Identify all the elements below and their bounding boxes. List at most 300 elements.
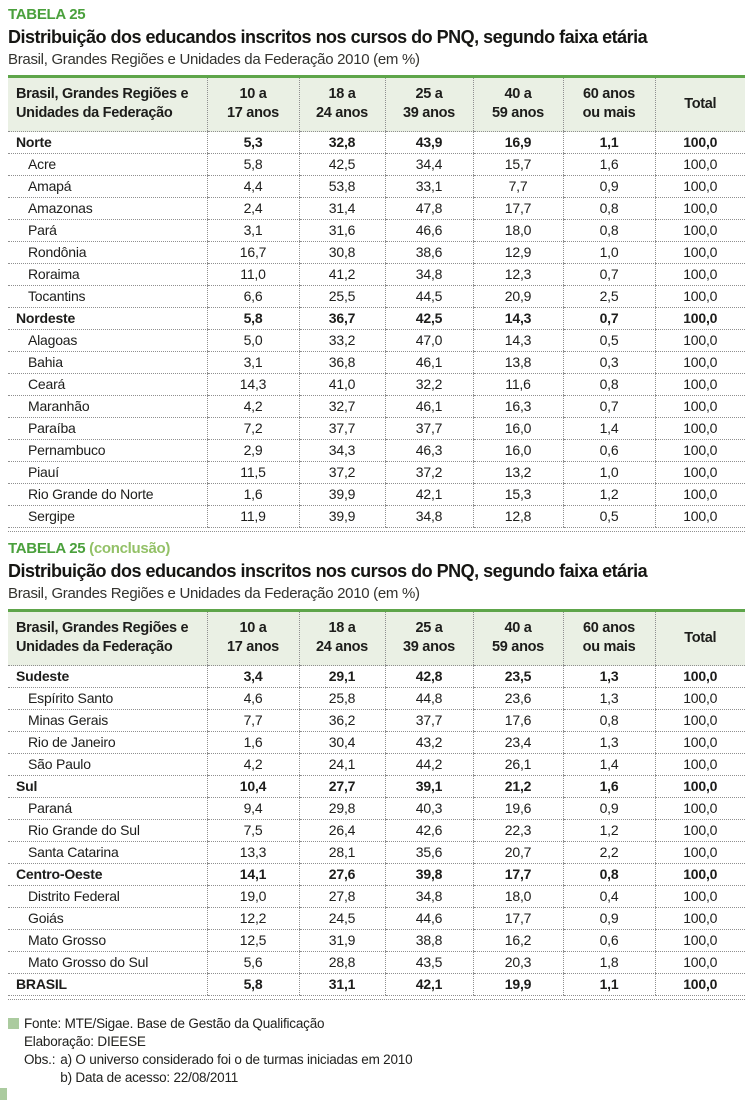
cell-value: 0,7 [563,264,655,286]
cell-value: 0,9 [563,798,655,820]
cell-value: 0,5 [563,506,655,528]
row-label: Distrito Federal [8,886,207,908]
cell-value: 0,6 [563,930,655,952]
table-row [8,286,745,308]
row-label: Rio Grande do Sul [8,820,207,842]
obs-row [8,1051,745,1087]
cell-value: 100,0 [655,440,745,462]
cell-value: 44,8 [385,688,473,710]
cell-value: 0,4 [563,886,655,908]
cell-value: 5,6 [207,952,299,974]
table-row [8,974,745,996]
table-row [8,176,745,198]
cell-value: 100,0 [655,264,745,286]
table-row [8,666,745,688]
cell-value: 0,6 [563,440,655,462]
row-label: Sergipe [8,506,207,528]
cell-value: 39,9 [299,484,385,506]
cell-value: 40,3 [385,798,473,820]
row-label: Pará [8,220,207,242]
row-label: Paraná [8,798,207,820]
column-header: 25 a 39 anos [385,611,473,666]
row-label: BRASIL [8,974,207,996]
cell-value: 12,3 [473,264,563,286]
row-label: Ceará [8,374,207,396]
page-corner-mark [0,1088,7,1100]
cell-value: 24,1 [299,754,385,776]
table-subtitle: Brasil, Grandes Regiões e Unidades da Federação 2010 (em %) [8,585,420,602]
cell-value: 0,9 [563,176,655,198]
cell-value: 42,5 [385,308,473,330]
table-row [8,198,745,220]
row-label: Goiás [8,908,207,930]
cell-value: 100,0 [655,484,745,506]
row-label: Norte [8,132,207,154]
cell-value: 43,9 [385,132,473,154]
cell-value: 41,0 [299,374,385,396]
table-row [8,220,745,242]
cell-value: 1,2 [563,820,655,842]
cell-value: 42,6 [385,820,473,842]
cell-value: 100,0 [655,330,745,352]
row-label-header [8,611,207,666]
cell-value: 32,8 [299,132,385,154]
data-table [8,609,745,996]
column-header: 60 anos ou mais [563,77,655,132]
row-label: Maranhão [8,396,207,418]
header-row [8,611,745,666]
row-label: Roraima [8,264,207,286]
cell-value: 47,0 [385,330,473,352]
cell-value: 23,6 [473,688,563,710]
cell-value: 5,3 [207,132,299,154]
section-gap [8,532,745,540]
cell-value: 1,1 [563,974,655,996]
cell-value: 34,8 [385,886,473,908]
cell-value: 22,3 [473,820,563,842]
row-label: Paraíba [8,418,207,440]
table-tag [8,6,745,24]
cell-value: 37,7 [385,710,473,732]
table-row [8,330,745,352]
cell-value: 46,3 [385,440,473,462]
row-label: Rio Grande do Norte [8,484,207,506]
cell-value: 13,8 [473,352,563,374]
cell-value: 0,8 [563,374,655,396]
cell-value: 100,0 [655,842,745,864]
table-subtitle: Brasil, Grandes Regiões e Unidades da Federação 2010 (em %) [8,51,420,68]
cell-value: 35,6 [385,842,473,864]
row-label-header-line1: Brasil, Grandes Regiões e [16,86,189,102]
cell-value: 46,1 [385,352,473,374]
cell-value: 23,4 [473,732,563,754]
cell-value: 1,6 [207,484,299,506]
cell-value: 14,3 [207,374,299,396]
cell-value: 1,8 [563,952,655,974]
cell-value: 47,8 [385,198,473,220]
cell-value: 11,6 [473,374,563,396]
column-header: Total [655,611,745,666]
source-line [8,1015,745,1033]
table-tag-note: (conclusão) [85,540,171,557]
cell-value: 34,3 [299,440,385,462]
cell-value: 10,4 [207,776,299,798]
row-label: Rio de Janeiro [8,732,207,754]
column-header: 18 a 24 anos [299,77,385,132]
table-row [8,352,745,374]
cell-value: 37,7 [385,418,473,440]
cell-value: 46,6 [385,220,473,242]
row-label: São Paulo [8,754,207,776]
table-row [8,418,745,440]
cell-value: 41,2 [299,264,385,286]
cell-value: 18,0 [473,886,563,908]
cell-value: 5,8 [207,974,299,996]
row-label: Minas Gerais [8,710,207,732]
cell-value: 100,0 [655,242,745,264]
cell-value: 100,0 [655,666,745,688]
row-label: Mato Grosso [8,930,207,952]
cell-value: 29,8 [299,798,385,820]
row-label: Espírito Santo [8,688,207,710]
cell-value: 1,3 [563,732,655,754]
cell-value: 5,0 [207,330,299,352]
table-body [8,666,745,996]
cell-value: 20,9 [473,286,563,308]
cell-value: 17,7 [473,864,563,886]
cell-value: 1,3 [563,666,655,688]
cell-value: 39,1 [385,776,473,798]
cell-value: 12,5 [207,930,299,952]
cell-value: 15,7 [473,154,563,176]
cell-value: 100,0 [655,154,745,176]
table-row [8,754,745,776]
cell-value: 37,7 [299,418,385,440]
cell-value: 1,4 [563,754,655,776]
table-row [8,776,745,798]
cell-value: 26,4 [299,820,385,842]
cell-value: 19,9 [473,974,563,996]
row-label: Piauí [8,462,207,484]
table-row [8,732,745,754]
table-section-1 [8,6,745,532]
table-row [8,374,745,396]
cell-value: 44,2 [385,754,473,776]
cell-value: 0,8 [563,198,655,220]
cell-value: 36,8 [299,352,385,374]
cell-value: 26,1 [473,754,563,776]
row-label-header-line2: Unidades da Federação [16,639,173,655]
cell-value: 100,0 [655,776,745,798]
footer-notes [8,1015,745,1087]
cell-value: 42,8 [385,666,473,688]
cell-value: 100,0 [655,754,745,776]
row-label: Alagoas [8,330,207,352]
cell-value: 30,8 [299,242,385,264]
cell-value: 2,2 [563,842,655,864]
cell-value: 34,4 [385,154,473,176]
cell-value: 0,7 [563,396,655,418]
cell-value: 11,9 [207,506,299,528]
row-label: Centro-Oeste [8,864,207,886]
cell-value: 17,6 [473,710,563,732]
row-label: Pernambuco [8,440,207,462]
row-label: Amapá [8,176,207,198]
cell-value: 12,8 [473,506,563,528]
row-label-header [8,77,207,132]
cell-value: 11,5 [207,462,299,484]
cell-value: 27,7 [299,776,385,798]
cell-value: 100,0 [655,132,745,154]
cell-value: 2,9 [207,440,299,462]
cell-value: 100,0 [655,952,745,974]
table-row [8,506,745,528]
cell-value: 100,0 [655,864,745,886]
cell-value: 1,4 [563,418,655,440]
cell-value: 4,2 [207,754,299,776]
column-header: 40 a 59 anos [473,77,563,132]
cell-value: 1,0 [563,462,655,484]
cell-value: 3,1 [207,352,299,374]
column-header: 25 a 39 anos [385,77,473,132]
cell-value: 7,7 [473,176,563,198]
cell-value: 38,8 [385,930,473,952]
cell-value: 100,0 [655,710,745,732]
column-header: 10 a 17 anos [207,611,299,666]
row-label: Bahia [8,352,207,374]
cell-value: 39,8 [385,864,473,886]
cell-value: 29,1 [299,666,385,688]
header-row [8,77,745,132]
cell-value: 30,4 [299,732,385,754]
cell-value: 32,7 [299,396,385,418]
cell-value: 43,5 [385,952,473,974]
cell-value: 11,0 [207,264,299,286]
row-label-header-line1: Brasil, Grandes Regiões e [16,620,189,636]
cell-value: 1,3 [563,688,655,710]
cell-value: 34,8 [385,264,473,286]
cell-value: 16,0 [473,418,563,440]
row-label: Rondônia [8,242,207,264]
cell-value: 7,5 [207,820,299,842]
row-label: Nordeste [8,308,207,330]
cell-value: 20,3 [473,952,563,974]
table-section-2 [8,540,745,1000]
cell-value: 15,3 [473,484,563,506]
obs-item-a: a) O universo considerado foi o de turmas iniciadas em 2010 [60,1052,413,1067]
cell-value: 4,2 [207,396,299,418]
cell-value: 0,8 [563,864,655,886]
elaboration-text: Elaboração: DIEESE [24,1034,146,1049]
cell-value: 14,1 [207,864,299,886]
cell-value: 100,0 [655,974,745,996]
table-row [8,264,745,286]
cell-value: 34,8 [385,506,473,528]
cell-value: 37,2 [385,462,473,484]
cell-value: 19,0 [207,886,299,908]
table-row [8,242,745,264]
cell-value: 2,4 [207,198,299,220]
cell-value: 13,3 [207,842,299,864]
table-row [8,820,745,842]
cell-value: 2,5 [563,286,655,308]
cell-value: 25,8 [299,688,385,710]
cell-value: 38,6 [385,242,473,264]
cell-value: 14,3 [473,308,563,330]
cell-value: 23,5 [473,666,563,688]
table-row [8,132,745,154]
cell-value: 100,0 [655,396,745,418]
cell-value: 39,9 [299,506,385,528]
cell-value: 31,1 [299,974,385,996]
column-header: 10 a 17 anos [207,77,299,132]
cell-value: 5,8 [207,308,299,330]
table-tag-label: TABELA 25 [8,540,86,557]
cell-value: 53,8 [299,176,385,198]
cell-value: 33,1 [385,176,473,198]
data-table [8,75,745,528]
source-square-icon [8,1018,19,1029]
cell-value: 100,0 [655,798,745,820]
cell-value: 1,6 [207,732,299,754]
cell-value: 16,2 [473,930,563,952]
column-header: 60 anos ou mais [563,611,655,666]
title-block [8,6,745,69]
cell-value: 17,7 [473,908,563,930]
table-row [8,484,745,506]
table-row [8,886,745,908]
cell-value: 36,7 [299,308,385,330]
cell-value: 100,0 [655,732,745,754]
cell-value: 36,2 [299,710,385,732]
cell-value: 31,6 [299,220,385,242]
table-row [8,462,745,484]
cell-value: 3,4 [207,666,299,688]
cell-value: 100,0 [655,418,745,440]
table-wrap [8,75,745,532]
table-row [8,710,745,732]
obs-items [60,1051,412,1087]
row-label: Amazonas [8,198,207,220]
cell-value: 3,1 [207,220,299,242]
title-block [8,540,745,603]
cell-value: 27,8 [299,886,385,908]
cell-value: 100,0 [655,908,745,930]
cell-value: 16,9 [473,132,563,154]
cell-value: 20,7 [473,842,563,864]
cell-value: 16,7 [207,242,299,264]
cell-value: 1,6 [563,776,655,798]
table-row [8,396,745,418]
table-row [8,688,745,710]
row-label-header-line2: Unidades da Federação [16,105,173,121]
cell-value: 44,6 [385,908,473,930]
cell-value: 100,0 [655,820,745,842]
row-label: Sudeste [8,666,207,688]
cell-value: 9,4 [207,798,299,820]
cell-value: 31,9 [299,930,385,952]
cell-value: 0,3 [563,352,655,374]
cell-value: 1,6 [563,154,655,176]
table-row [8,952,745,974]
table-row [8,864,745,886]
row-label: Acre [8,154,207,176]
row-label: Sul [8,776,207,798]
table-title: Distribuição dos educandos inscritos nos cursos do PNQ, segundo faixa etária [8,27,648,47]
cell-value: 37,2 [299,462,385,484]
table-row [8,440,745,462]
source-text: Fonte: MTE/Sigae. Base de Gestão da Qualificação [24,1016,325,1031]
cell-value: 25,5 [299,286,385,308]
cell-value: 6,6 [207,286,299,308]
cell-value: 0,5 [563,330,655,352]
cell-value: 100,0 [655,506,745,528]
cell-value: 0,8 [563,220,655,242]
cell-value: 42,1 [385,484,473,506]
column-header: 40 a 59 anos [473,611,563,666]
row-label: Mato Grosso do Sul [8,952,207,974]
table-title: Distribuição dos educandos inscritos nos cursos do PNQ, segundo faixa etária [8,561,648,581]
cell-value: 28,1 [299,842,385,864]
cell-value: 24,5 [299,908,385,930]
cell-value: 100,0 [655,886,745,908]
cell-value: 31,4 [299,198,385,220]
table-row [8,798,745,820]
obs-item-b: b) Data de acesso: 22/08/2011 [60,1070,239,1085]
cell-value: 0,8 [563,710,655,732]
cell-value: 12,9 [473,242,563,264]
cell-value: 32,2 [385,374,473,396]
cell-value: 46,1 [385,396,473,418]
cell-value: 44,5 [385,286,473,308]
cell-value: 16,0 [473,440,563,462]
cell-value: 100,0 [655,352,745,374]
cell-value: 42,5 [299,154,385,176]
cell-value: 21,2 [473,776,563,798]
cell-value: 100,0 [655,374,745,396]
row-label: Tocantins [8,286,207,308]
cell-value: 16,3 [473,396,563,418]
table-row [8,908,745,930]
cell-value: 18,0 [473,220,563,242]
table-row [8,308,745,330]
cell-value: 14,3 [473,330,563,352]
cell-value: 13,2 [473,462,563,484]
column-header: 18 a 24 anos [299,611,385,666]
cell-value: 100,0 [655,930,745,952]
cell-value: 4,6 [207,688,299,710]
cell-value: 17,7 [473,198,563,220]
table-wrap [8,609,745,1000]
cell-value: 100,0 [655,462,745,484]
cell-value: 1,1 [563,132,655,154]
cell-value: 5,8 [207,154,299,176]
cell-value: 12,2 [207,908,299,930]
cell-value: 100,0 [655,308,745,330]
cell-value: 100,0 [655,198,745,220]
column-header: Total [655,77,745,132]
table-row [8,930,745,952]
cell-value: 42,1 [385,974,473,996]
table-row [8,842,745,864]
cell-value: 43,2 [385,732,473,754]
table-tag-label: TABELA 25 [8,6,86,23]
cell-value: 19,6 [473,798,563,820]
cell-value: 7,7 [207,710,299,732]
cell-value: 7,2 [207,418,299,440]
cell-value: 1,0 [563,242,655,264]
cell-value: 100,0 [655,220,745,242]
